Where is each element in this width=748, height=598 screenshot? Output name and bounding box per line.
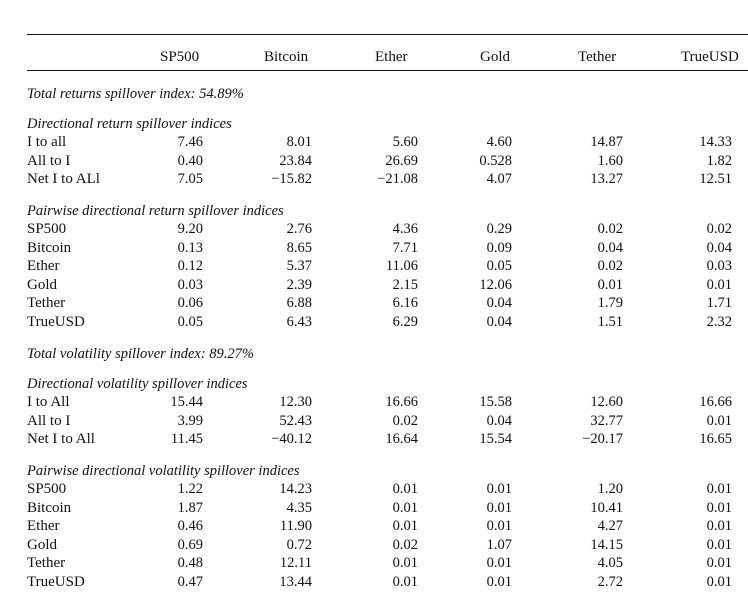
table-cell: 0.01: [706, 276, 732, 293]
table-cell: 0.02: [597, 258, 623, 275]
table-cell: 12.11: [279, 555, 312, 572]
row-label: All to I: [27, 412, 71, 429]
row-label: SP500: [27, 481, 67, 497]
table-cell: 11.45: [170, 431, 203, 448]
table-cell: 0.46: [177, 518, 203, 535]
table-cell: 15.54: [479, 431, 512, 448]
row-label: I to All: [27, 394, 70, 410]
section-title: Directional volatility spillover indices: [27, 376, 248, 392]
table-cell: 0.01: [392, 574, 418, 590]
table-cell: 8.01: [286, 134, 312, 150]
table-cell: 3.99: [177, 412, 203, 429]
table-cell: 26.69: [385, 152, 418, 169]
table-cell: 0.05: [177, 314, 203, 330]
table-row: [0, 152, 748, 170]
table-row: [0, 393, 748, 411]
table-cell: 6.43: [286, 314, 312, 330]
table-cell: 0.01: [392, 499, 418, 516]
table-cell: 0.01: [706, 481, 732, 497]
table-cell: 0.01: [706, 499, 732, 516]
table-row: [0, 554, 748, 572]
table-cell: 6.16: [392, 295, 418, 312]
table-row: [0, 573, 748, 591]
table-cell: 0.01: [486, 574, 512, 590]
table-row: [0, 536, 748, 554]
table-cell: 15.44: [170, 394, 203, 410]
table-cell: 7.46: [177, 134, 203, 150]
table-row: [0, 480, 748, 498]
row-label: I to all: [27, 134, 67, 150]
table-cell: 0.01: [486, 499, 512, 516]
table-cell: −40.12: [271, 431, 312, 448]
table-cell: 6.29: [392, 314, 418, 330]
table-cell: 0.01: [486, 555, 512, 572]
row-label: Gold: [27, 276, 57, 293]
table-cell: 15.58: [479, 394, 512, 410]
table-cell: 11.90: [279, 518, 312, 535]
table-cell: 52.43: [279, 412, 312, 429]
table-cell: 1.07: [486, 536, 512, 553]
table-cell: 11.06: [385, 258, 418, 275]
table-row: [0, 294, 748, 312]
table-cell: 14.15: [590, 536, 623, 553]
table-row: [0, 430, 748, 448]
row-label: Tether: [27, 555, 66, 572]
table-cell: 14.33: [699, 134, 732, 150]
table-cell: 0.01: [597, 276, 623, 293]
table-row: [0, 239, 748, 257]
column-header-bitcoin: Bitcoin: [264, 49, 309, 65]
row-label: All to I: [27, 152, 71, 169]
table-cell: 13.44: [279, 574, 312, 590]
table-cell: 0.47: [177, 574, 203, 590]
column-header-tether: Tether: [578, 49, 617, 65]
table-cell: 1.60: [597, 152, 623, 169]
table-cell: 5.60: [392, 134, 418, 150]
table-cell: 12.06: [479, 276, 512, 293]
table-cell: 0.03: [177, 276, 203, 293]
row-label: Gold: [27, 536, 57, 553]
table-cell: 4.07: [486, 171, 512, 188]
table-cell: 1.20: [597, 481, 623, 497]
table-cell: 12.30: [279, 394, 312, 410]
table-cell: 0.48: [177, 555, 203, 572]
table-cell: 14.87: [590, 134, 623, 150]
table-cell: 1.79: [597, 295, 623, 312]
table-cell: 1.87: [177, 499, 203, 516]
column-header-gold: Gold: [480, 49, 510, 65]
section-title: Pairwise directional return spillover indices: [27, 203, 284, 219]
table-cell: 1.71: [706, 295, 732, 312]
row-label: SP500: [27, 221, 67, 237]
table-cell: 12.60: [590, 394, 623, 410]
table-cell: 0.72: [286, 536, 312, 553]
table-cell: 0.01: [706, 555, 732, 572]
table-cell: 16.65: [699, 431, 732, 448]
table-cell: 0.03: [706, 258, 732, 275]
table-row: [0, 170, 748, 188]
table-cell: 0.12: [177, 258, 203, 275]
table-top-rule: [27, 34, 748, 35]
section-title: Total returns spillover index: 54.89%: [27, 86, 244, 102]
table-cell: 7.05: [177, 171, 203, 188]
table-cell: 1.51: [597, 314, 623, 330]
table-cell: 2.32: [706, 314, 732, 330]
table-row: [0, 517, 748, 535]
column-header-sp500: SP500: [160, 49, 200, 65]
table-cell: 0.01: [486, 518, 512, 535]
table-cell: 2.15: [392, 276, 418, 293]
table-cell: 0.02: [392, 536, 418, 553]
table-row: [0, 313, 748, 331]
table-cell: 12.51: [699, 171, 732, 188]
table-cell: 4.36: [392, 221, 418, 237]
table-cell: 5.37: [286, 258, 312, 275]
table-cell: 0.69: [177, 536, 203, 553]
table-row: [0, 499, 748, 517]
section-title: Directional return spillover indices: [27, 116, 232, 132]
table-row: [0, 133, 748, 151]
table-cell: 23.84: [279, 152, 312, 169]
table-cell: 0.13: [177, 239, 203, 256]
section-title: Pairwise directional volatility spillover indices: [27, 463, 300, 479]
table-cell: 0.01: [706, 536, 732, 553]
table-cell: 0.01: [392, 518, 418, 535]
table-cell: 14.23: [279, 481, 312, 497]
header-bottom-rule: [27, 70, 748, 71]
table-cell: 4.60: [486, 134, 512, 150]
table-cell: 4.35: [286, 499, 312, 516]
table-cell: 10.41: [590, 499, 623, 516]
table-cell: 0.04: [486, 314, 512, 330]
table-cell: 1.82: [706, 152, 732, 169]
table-cell: 9.20: [177, 221, 203, 237]
row-label: Tether: [27, 295, 66, 312]
table-row: [0, 257, 748, 275]
table-cell: 0.01: [706, 518, 732, 535]
table-cell: 8.65: [286, 239, 312, 256]
table-cell: 7.71: [392, 239, 418, 256]
table-cell: 16.66: [699, 394, 732, 410]
table-cell: 4.05: [597, 555, 623, 572]
column-header-trueusd: TrueUSD: [681, 49, 739, 65]
table-cell: −15.82: [271, 171, 312, 188]
table-cell: 1.22: [177, 481, 203, 497]
table-cell: −21.08: [377, 171, 418, 188]
column-header-ether: Ether: [375, 49, 408, 65]
row-label: Net I to ALl: [27, 171, 100, 188]
table-cell: 0.01: [706, 412, 732, 429]
row-label: Bitcoin: [27, 239, 72, 256]
table-cell: 0.06: [177, 295, 203, 312]
table-cell: 0.04: [486, 295, 512, 312]
table-cell: 0.01: [486, 481, 512, 497]
table-cell: 0.04: [597, 239, 623, 256]
table-cell: 0.04: [486, 412, 512, 429]
table-cell: −20.17: [582, 431, 623, 448]
section-title: Total volatility spillover index: 89.27%: [27, 346, 255, 362]
table-cell: 16.64: [385, 431, 418, 448]
table-cell: 2.76: [286, 221, 312, 237]
table-cell: 4.27: [597, 518, 623, 535]
table-cell: 0.40: [177, 152, 203, 169]
table-cell: 0.09: [486, 239, 512, 256]
table-row: [0, 412, 748, 430]
table-cell: 0.528: [479, 152, 512, 169]
table-cell: 0.01: [392, 555, 418, 572]
table-row: [0, 220, 748, 238]
table-cell: 0.01: [392, 481, 418, 497]
table-cell: 0.29: [486, 221, 512, 237]
table-cell: 2.72: [597, 574, 623, 590]
row-label: Net I to All: [27, 431, 95, 448]
table-cell: 13.27: [590, 171, 623, 188]
table-cell: 0.05: [486, 258, 512, 275]
table-cell: 16.66: [385, 394, 418, 410]
row-label: Bitcoin: [27, 499, 72, 516]
table-cell: 0.01: [706, 574, 732, 590]
row-label: TrueUSD: [27, 314, 85, 330]
table-cell: 2.39: [286, 276, 312, 293]
row-label: TrueUSD: [27, 574, 85, 590]
table-cell: 0.02: [706, 221, 732, 237]
row-label: Ether: [27, 518, 60, 535]
table-row: [0, 276, 748, 294]
row-label: Ether: [27, 258, 60, 275]
table-cell: 6.88: [286, 295, 312, 312]
table-cell: 0.04: [706, 239, 732, 256]
table-cell: 0.02: [392, 412, 418, 429]
table-cell: 0.02: [597, 221, 623, 237]
table-cell: 32.77: [590, 412, 623, 429]
